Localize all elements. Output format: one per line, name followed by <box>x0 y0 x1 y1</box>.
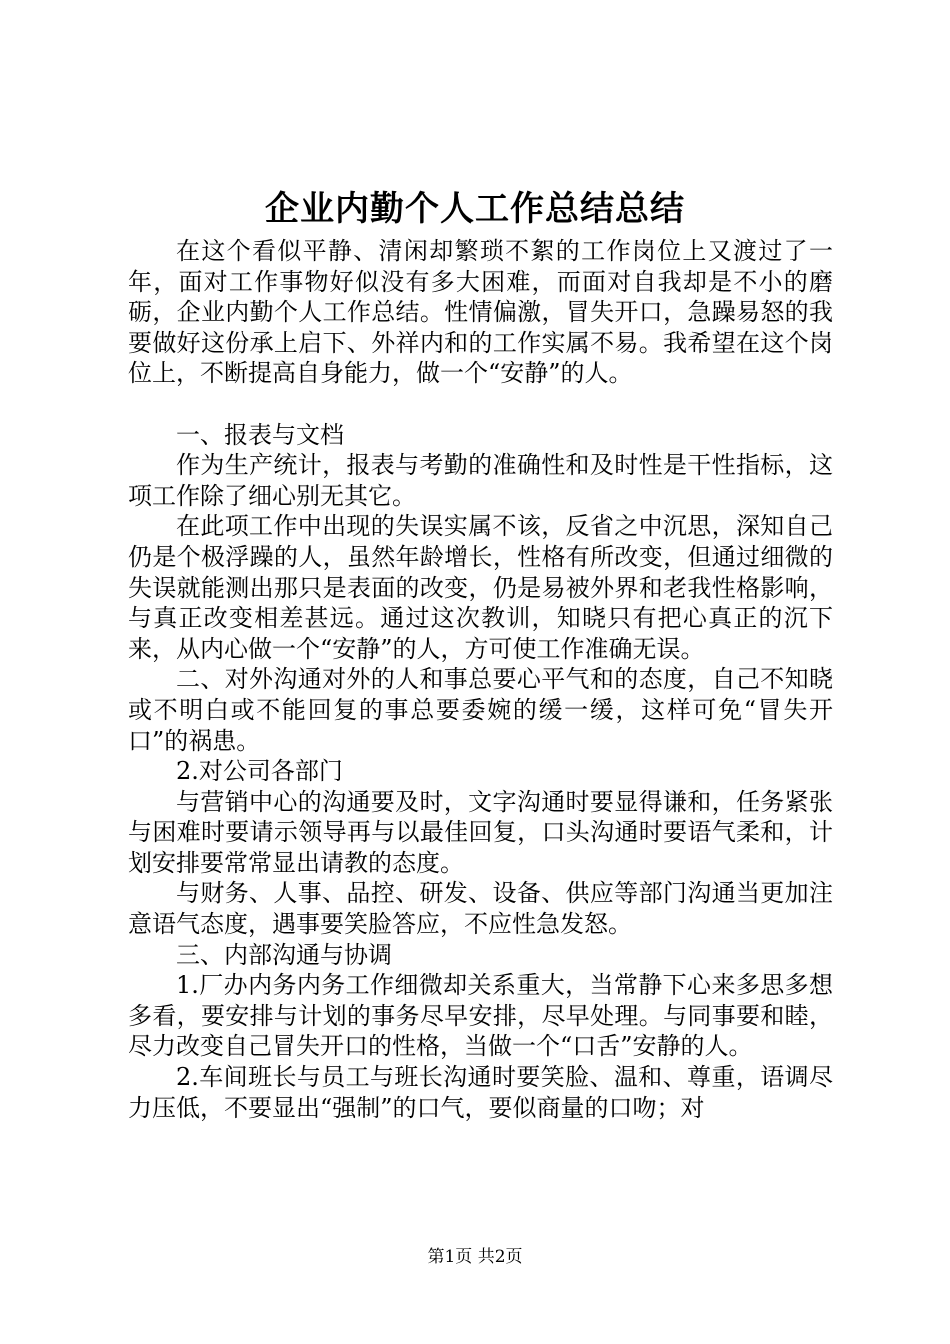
page-number: 第1页 共2页 <box>427 1247 523 1267</box>
paragraph-reports-1: 作为生产统计，报表与考勤的准确性和及时性是干性指标，这项工作除了细心别无其它。 <box>128 451 833 510</box>
document-title: 企业内勤个人工作总结总结 <box>265 189 685 229</box>
paragraph-departments-2: 与财务、人事、品控、研发、设备、供应等部门沟通当更加注意语气态度，遇事要笑脸答应，不应性急发怒。 <box>128 879 833 939</box>
document-body <box>128 236 833 1123</box>
paragraph-external-communication: 二、对外沟通对外的人和事总要心平气和的态度，自己不知晓或不明白或不能回复的事总要委婉的缓一缓，这样可免“冒失开口”的祸患。 <box>128 665 833 755</box>
subheading-departments: 2.对公司各部门 <box>176 757 343 786</box>
paragraph-departments-1: 与营销中心的沟通要及时，文字沟通时要显得谦和，任务紧张与困难时要请示领导再与以最佳回复，口头沟通时要语气柔和，计划安排要常常显出请教的态度。 <box>128 787 833 877</box>
paragraph-internal-1: 1.厂办内务内务工作细微却关系重大，当常静下心来多思多想多看，要安排与计划的事务尽早安排，尽早处理。与同事要和睦，尽力改变自己冒失开口的性格，当做一个“口舌”安静的人。 <box>128 971 833 1061</box>
paragraph-internal-2: 2.车间班长与员工与班长沟通时要笑脸、温和、尊重，语调尽力压低，不要显出“强制”的口气，要似商量的口吻；对 <box>128 1063 833 1122</box>
paragraph-intro: 在这个看似平静、清闲却繁琐不絮的工作岗位上又渡过了一年，面对工作事物好似没有多大困难，而面对自我却是不小的磨砺，企业内勤个人工作总结。性情偏激，冒失开口，急躁易怒的我要做好这份承上启下、外祥内和的工作实属不易。我希望在这个岗位上，不断提高自身能力，做一个“安静”的人。 <box>128 237 833 388</box>
section-heading-internal: 三、内部沟通与协调 <box>176 940 392 969</box>
paragraph-reports-2: 在此项工作中出现的失误实属不该，反省之中沉思，深知自己仍是个极浮躁的人，虽然年龄增长，性格有所改变，但通过细微的失误就能测出那只是表面的改变，仍是易被外界和老我性格影响，与真正改变相差甚远。通过这次教训，知晓只有把心真正的沉下来，从内心做一个“安静”的人，方可使工作准确无误。 <box>128 512 833 663</box>
paragraph-spacer <box>128 389 833 420</box>
section-heading-reports: 一、报表与文档 <box>176 420 344 449</box>
